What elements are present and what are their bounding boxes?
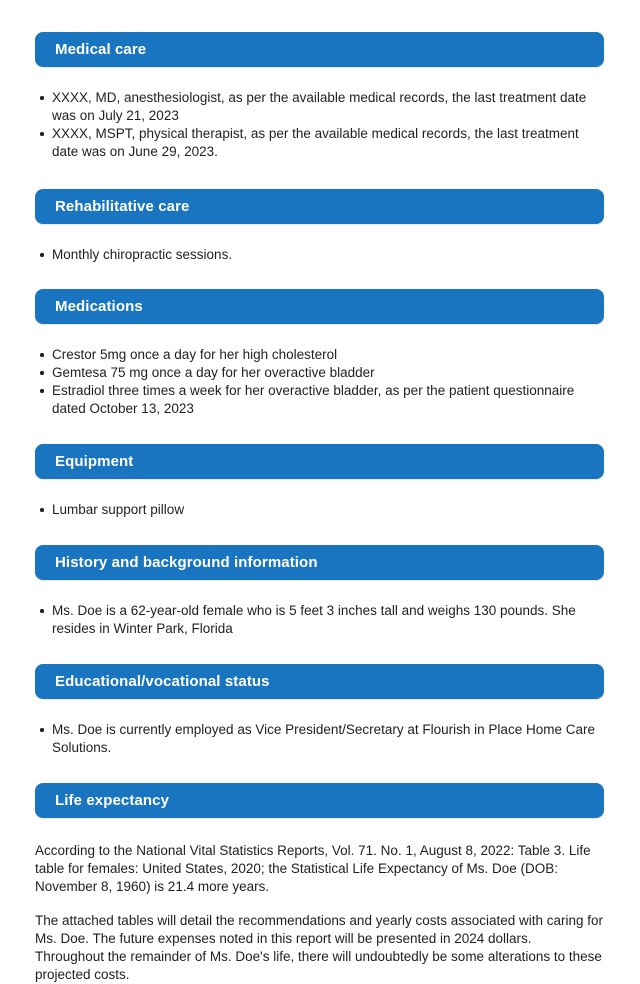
bullet-list-medical-care: [35, 89, 604, 161]
list-item: Gemtesa 75 mg once a day for her overactive bladder: [35, 364, 604, 382]
section-equipment: [35, 444, 604, 519]
section-header-medications: Medications: [35, 289, 604, 324]
bullet-list-educational-vocational-status: [35, 721, 604, 757]
bullet-list-equipment: [35, 501, 604, 519]
list-item: XXXX, MD, anesthesiologist, as per the available medical records, the last treatment date was on July 21, 2023: [35, 89, 604, 125]
list-item: XXXX, MSPT, physical therapist, as per the available medical records, the last treatment date was on June 29, 2023.: [35, 125, 604, 161]
section-header-life-expectancy: Life expectancy: [35, 783, 604, 818]
list-item: Crestor 5mg once a day for her high cholesterol: [35, 346, 604, 364]
section-history-and-background-information: [35, 545, 604, 638]
list-item: Lumbar support pillow: [35, 501, 604, 519]
section-rehabilitative-care: [35, 189, 604, 264]
bullet-list-rehabilitative-care: [35, 246, 604, 264]
paragraph: According to the National Vital Statistics Reports, Vol. 71. No. 1, August 8, 2022: Table 3. Life table for females: United States, 2020; the Statistical Life Expectancy of Ms. Doe (DOB: November 8, 1960) is 21.4 more years.: [35, 843, 591, 894]
section-life-expectancy: [35, 783, 604, 984]
bullet-list-history: [35, 602, 604, 638]
bullet-list-medications: [35, 346, 604, 418]
section-header-history-and-background-information: History and background information: [35, 545, 604, 580]
section-header-medical-care: Medical care: [35, 32, 604, 67]
paragraph: The attached tables will detail the recommendations and yearly costs associated with caring for Ms. Doe. The future expenses noted in this report will be presented in 2024 dollars. Throughout the remainder of Ms. Doe's life, there will undoubtedly be some alterations to these projected costs.: [35, 913, 604, 982]
list-item: Estradiol three times a week for her overactive bladder, as per the patient questionnaire dated October 13, 2023: [35, 382, 604, 418]
section-header-rehabilitative-care: Rehabilitative care: [35, 189, 604, 224]
section-header-equipment: Equipment: [35, 444, 604, 479]
list-item: Ms. Doe is a 62-year-old female who is 5 feet 3 inches tall and weighs 130 pounds. She resides in Winter Park, Florida: [35, 602, 604, 638]
section-medical-care: [35, 32, 604, 161]
list-item: Ms. Doe is currently employed as Vice President/Secretary at Flourish in Place Home Care Solutions.: [35, 721, 604, 757]
section-header-educational-vocational-status: Educational/vocational status: [35, 664, 604, 699]
section-educational-vocational-status: [35, 664, 604, 757]
list-item: Monthly chiropractic sessions.: [35, 246, 604, 264]
section-medications: [35, 289, 604, 418]
